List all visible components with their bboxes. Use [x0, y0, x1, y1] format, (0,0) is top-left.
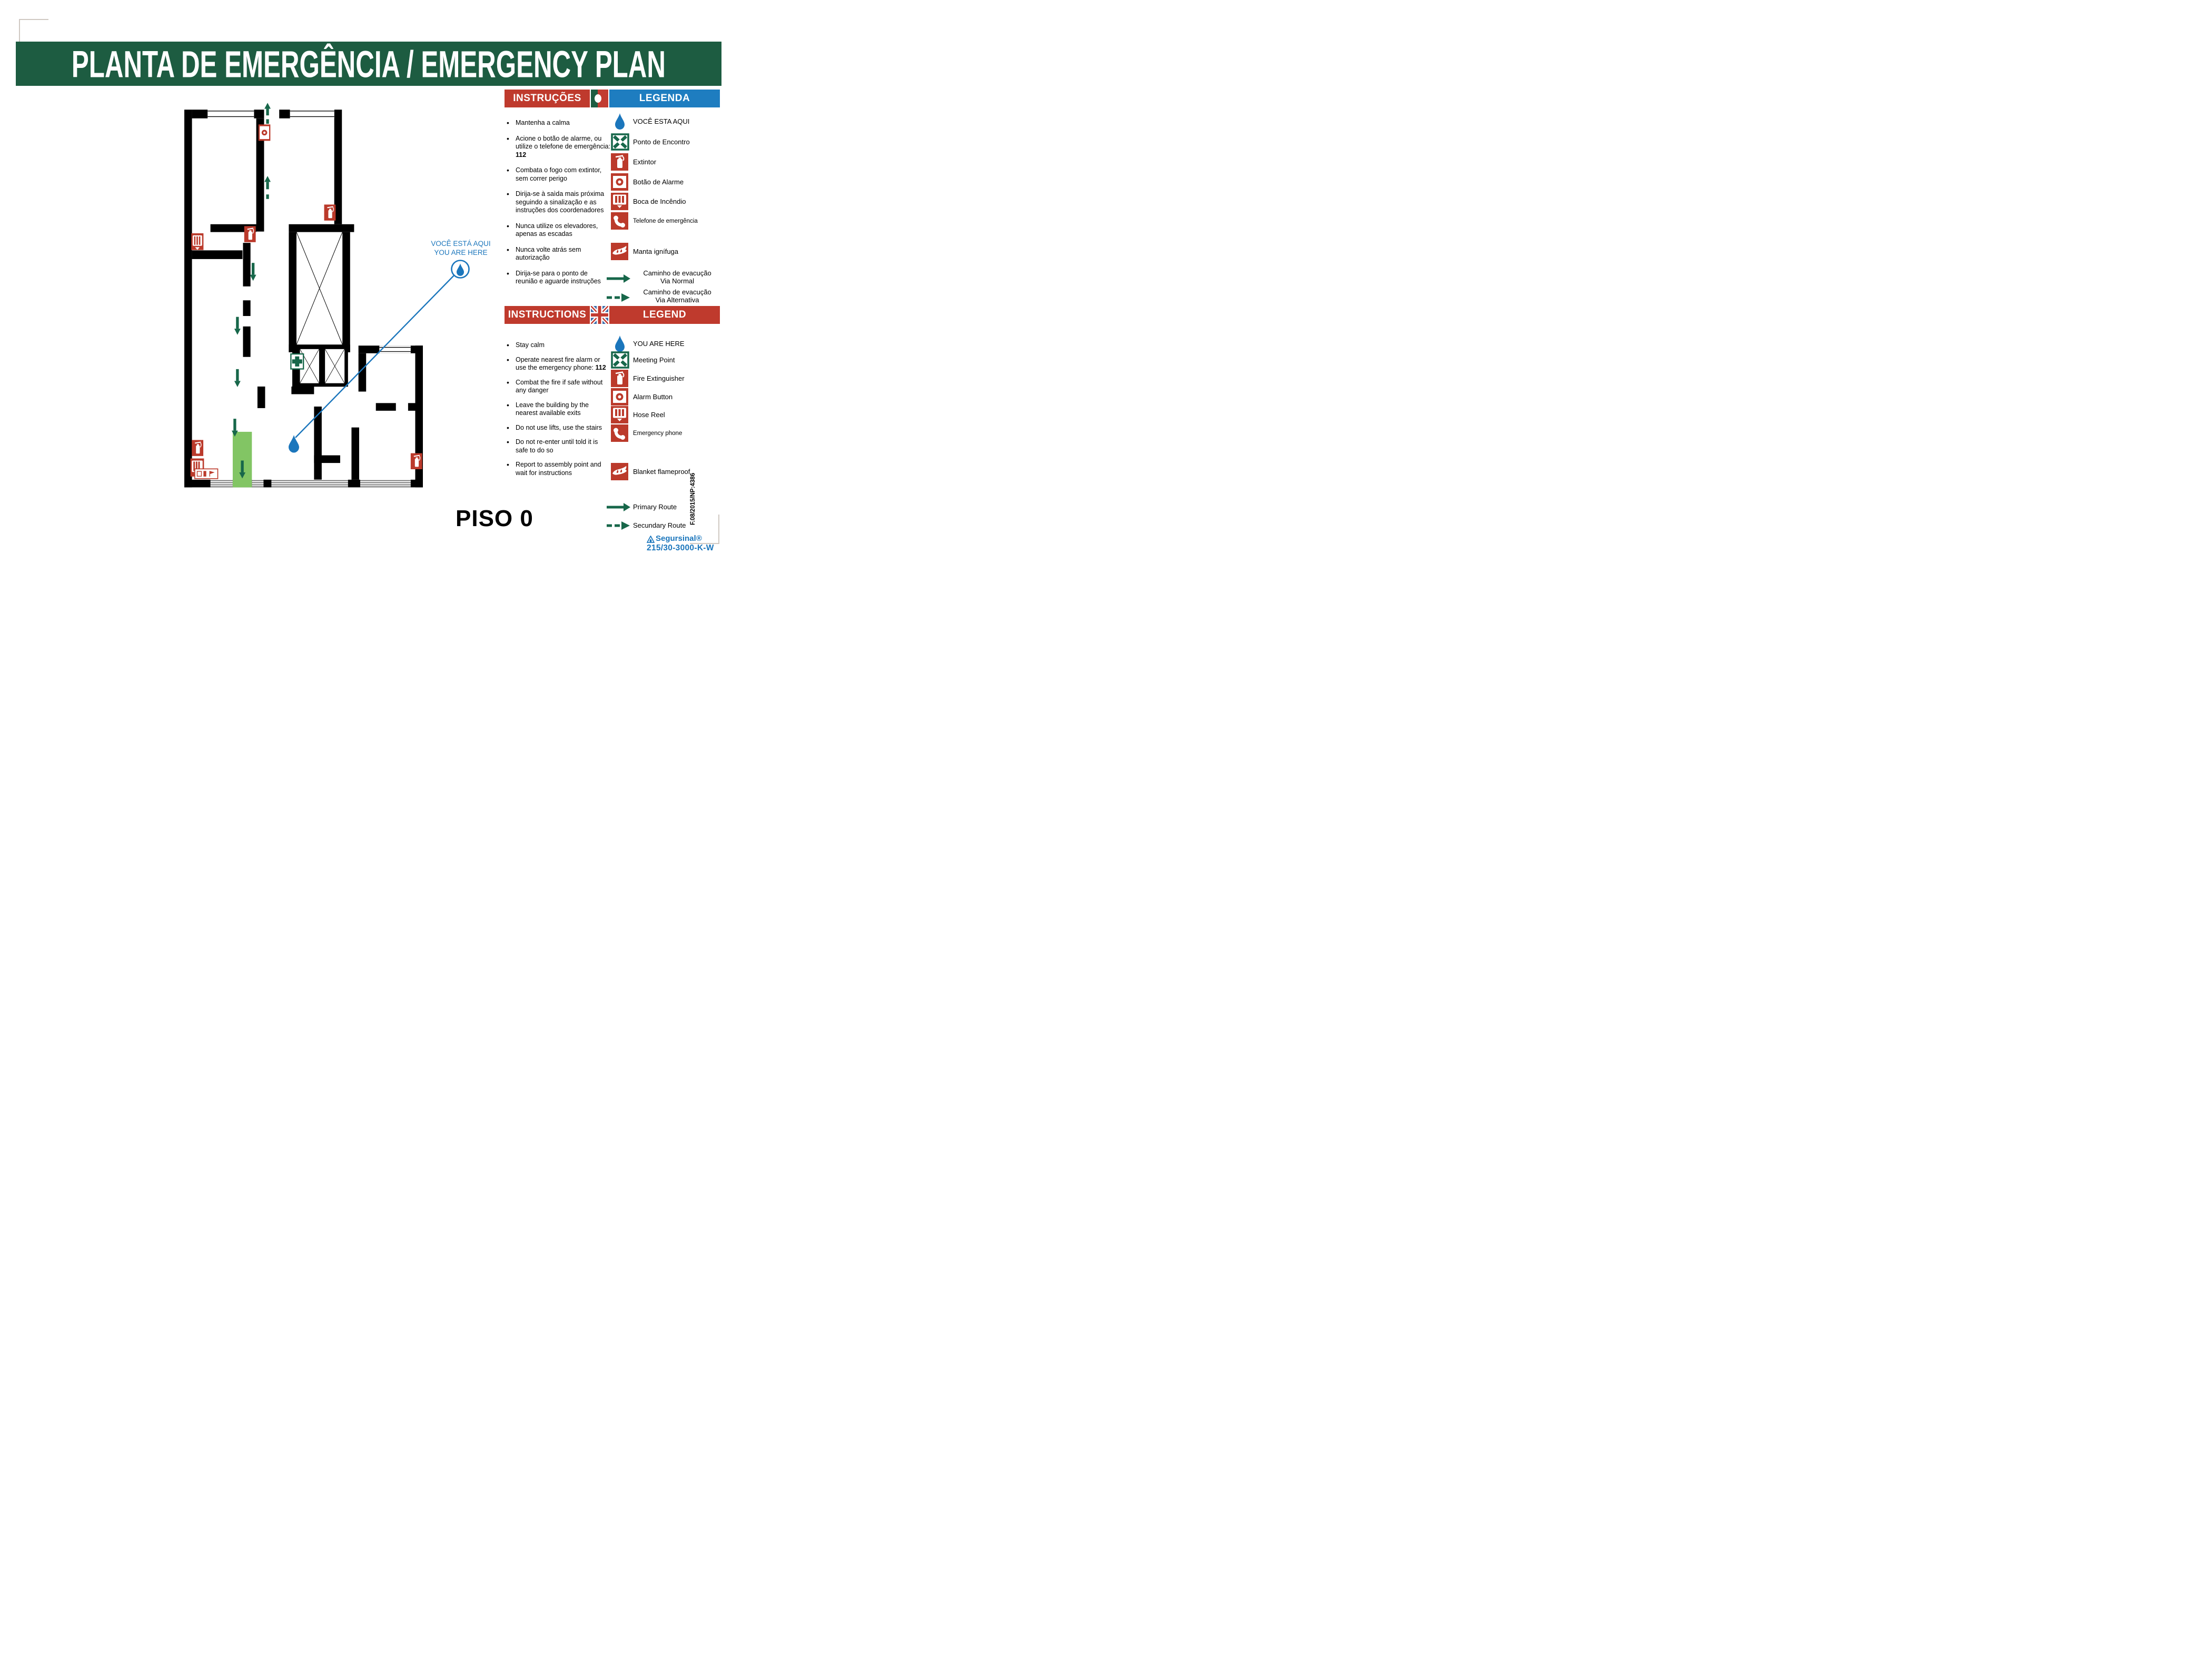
evacuation-route-arrows	[232, 103, 271, 478]
emergency-phone-icon	[611, 424, 628, 442]
hose-reel-icon	[611, 193, 628, 210]
legend-label: Telefone de emergência	[633, 218, 698, 224]
fire-blanket-icon	[611, 463, 628, 480]
fire-extinguisher-icon	[324, 204, 336, 220]
alarm-button-icon	[611, 173, 628, 191]
title-bar	[16, 42, 721, 86]
list-item: • Leave the building by the nearest available exits	[507, 401, 611, 418]
first-aid-icon	[291, 354, 303, 369]
list-item: • Combat the fire if safe without any danger	[507, 379, 611, 395]
legend-label: Caminho de evacução Via Normal	[643, 269, 711, 285]
list-item: • Combata o fogo com extintor, sem correr perigo	[507, 166, 611, 183]
primary-route-arrow-icon	[607, 503, 631, 511]
list-item: • Do not re-enter until told it is safe to do so	[507, 438, 611, 454]
list-item: • Operate nearest fire alarm or use the emergency phone: 112	[507, 356, 611, 372]
exit-zone	[233, 432, 252, 487]
fire-extinguisher-icon	[411, 453, 422, 469]
secondary-route-arrow-icon	[607, 521, 631, 530]
meeting-point-icon	[611, 351, 629, 369]
legend-label: Ponto de Encontro	[633, 138, 690, 146]
list-item: • Dirija-se para o ponto de reunião e aguarde instruções	[507, 270, 611, 286]
hose-reel-icon	[611, 406, 628, 423]
legend-label: Fire Extinguisher	[633, 374, 685, 382]
segursinal-logo-icon	[647, 536, 655, 543]
alarm-button-icon	[611, 388, 628, 406]
page-title: PLANTA DE EMERGÊNCIA / EMERGENCY PLAN	[71, 42, 666, 85]
uk-flag-icon	[591, 306, 608, 324]
list-item: • Mantenha a calma	[507, 119, 611, 127]
portugal-flag-icon	[591, 90, 608, 107]
fire-extinguisher-icon	[611, 153, 628, 171]
legend-label: Boca de Incêndio	[633, 197, 686, 205]
en-instructions-list	[507, 341, 611, 483]
emergency-plan-poster	[0, 0, 735, 560]
secondary-route-arrow-icon	[607, 293, 631, 302]
stairwell-cross	[296, 232, 342, 345]
callout-line-en: YOU ARE HERE	[434, 248, 488, 256]
you-are-here-callout	[416, 240, 506, 258]
emergency-phone-icon	[611, 212, 628, 230]
you-are-here-drop-icon	[457, 264, 464, 276]
fire-extinguisher-icon	[244, 226, 256, 242]
list-item: • Report to assembly point and wait for instructions	[507, 461, 611, 477]
floor-plan	[184, 98, 423, 493]
hose-reel-icon	[191, 233, 203, 250]
list-item: • Acione o botão de alarme, ou utilize o telefone de emergência: 112	[507, 135, 611, 160]
legend-label: Manta ignífuga	[633, 248, 679, 255]
fire-extinguisher-icon	[611, 370, 628, 387]
meeting-point-icon	[611, 133, 629, 151]
list-item: • Stay calm	[507, 341, 611, 350]
legend-label: Caminho de evacução Via Alternativa	[643, 288, 711, 304]
legend-label: Hose Reel	[633, 411, 665, 419]
legend-label: Extintor	[633, 158, 657, 166]
legend-label: Primary Route	[633, 503, 677, 511]
you-are-here-drop-icon	[614, 113, 626, 130]
legend-label: Meeting Point	[633, 356, 675, 364]
document-code: F.08/2015/NP:4386	[690, 472, 696, 525]
safety-sign-cluster	[195, 469, 218, 479]
legend-label: Blanket flameproof	[633, 468, 690, 476]
legend-label: VOCÊ ESTA AQUI	[633, 117, 690, 125]
legend-label: YOU ARE HERE	[633, 340, 685, 348]
primary-route-arrow-icon	[607, 274, 631, 283]
list-item: • Nunca volte atrás sem autorização	[507, 246, 611, 262]
you-are-here-circle	[452, 261, 469, 278]
alarm-button-icon	[259, 124, 270, 141]
en-instructions-header: INSTRUCTIONS	[505, 306, 590, 324]
list-item: • Dirija-se à saìda mais próxima seguindo a sinalização e as instruções dos coordenadores	[507, 190, 611, 215]
list-item: • Nunca utilize os elevadores, apenas as escadas	[507, 222, 611, 239]
you-are-here-drop-icon	[614, 335, 626, 352]
floor-label: PISO 0	[456, 506, 533, 531]
list-item: • Do not use lifts, use the stairs	[507, 424, 611, 432]
en-legend-header: LEGEND	[609, 306, 720, 324]
pt-instructions-header: INSTRUÇÕES	[505, 90, 590, 107]
product-model: 215/30-3000-K-W	[647, 543, 714, 552]
fire-blanket-icon	[611, 243, 628, 260]
plan-walls	[184, 110, 423, 487]
legend-label: Secundary Route	[633, 521, 686, 529]
brand-name: Segursinal®	[656, 534, 702, 543]
legend-label: Emergency phone	[633, 430, 683, 437]
pt-instructions-list	[507, 119, 611, 293]
legend-label: Botão de Alarme	[633, 178, 684, 186]
fire-extinguisher-icon	[192, 440, 203, 456]
callout-line-pt: VOCÊ ESTÁ AQUI	[431, 240, 491, 248]
plan-windows	[207, 110, 411, 487]
legend-label: Alarm Button	[633, 393, 673, 401]
pt-legend-header: LEGENDA	[609, 90, 720, 107]
